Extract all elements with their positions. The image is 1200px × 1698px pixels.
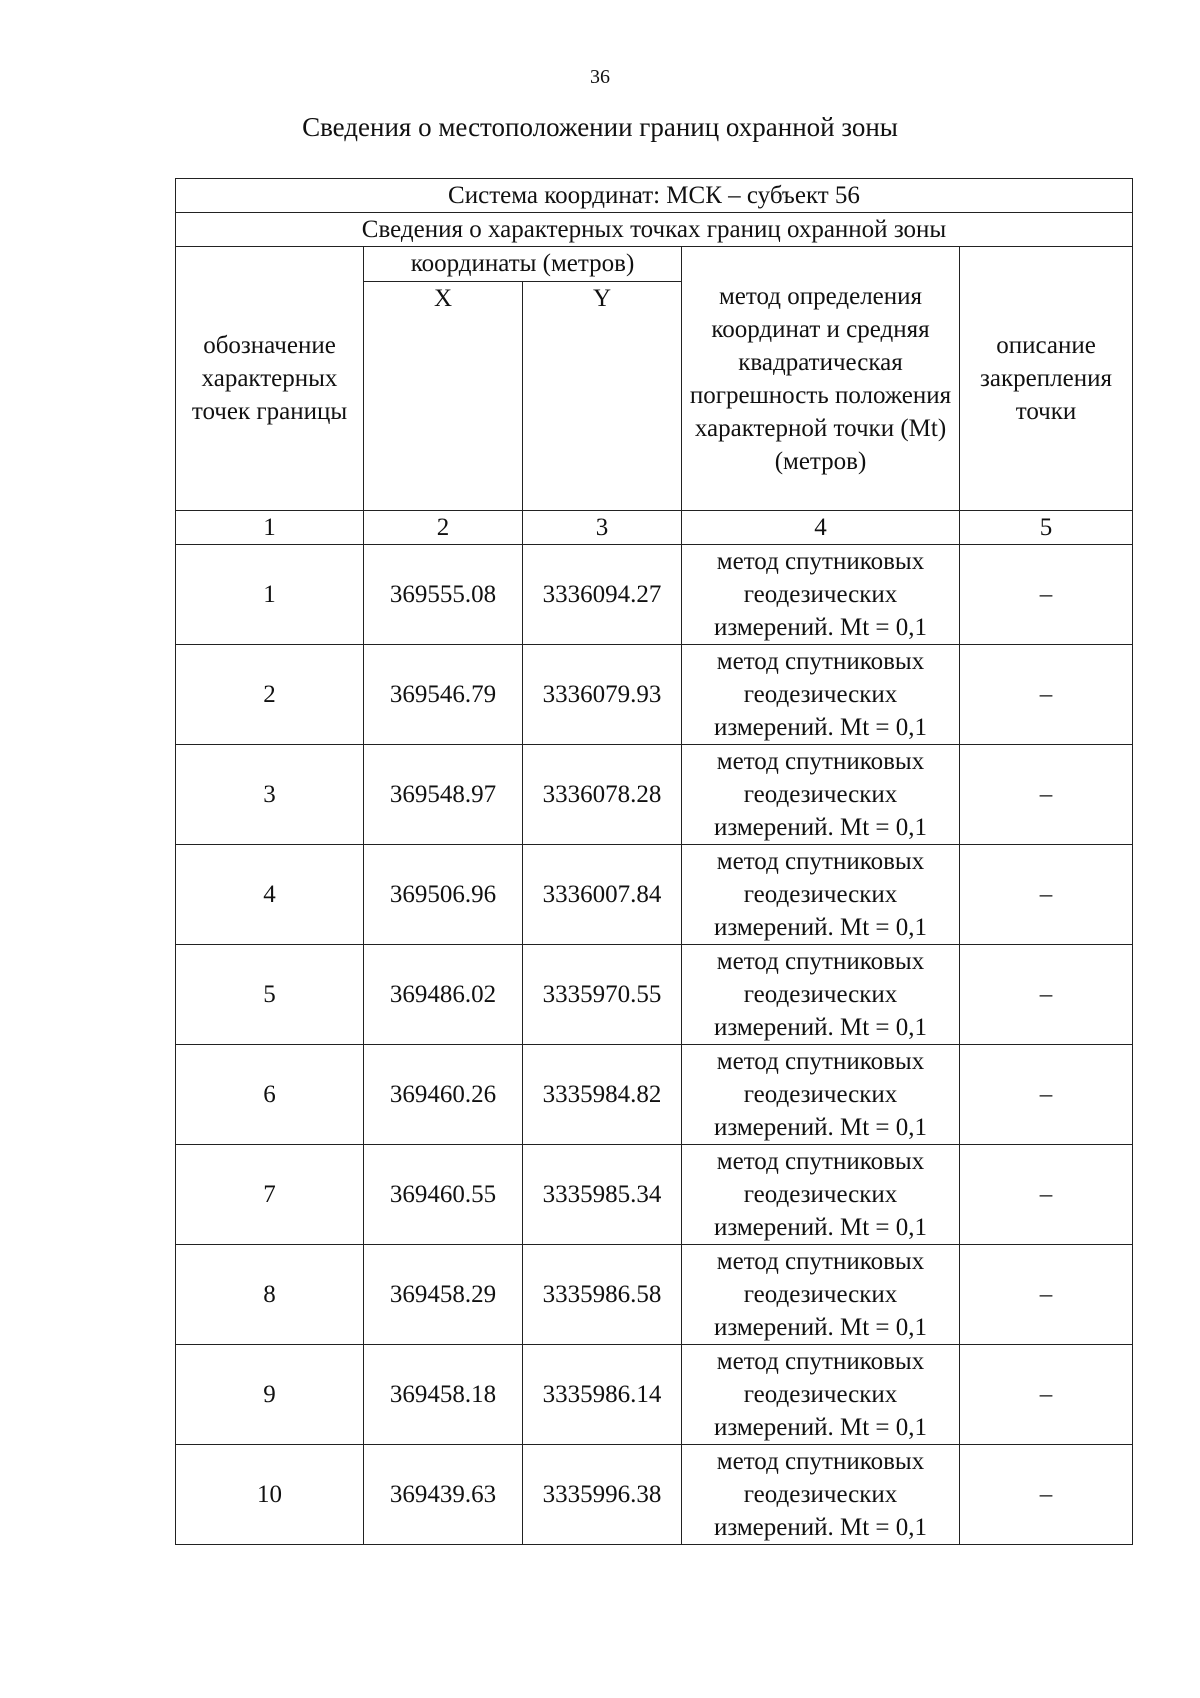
table-row	[176, 1445, 1133, 1545]
point-cell: 1	[176, 545, 364, 645]
method-cell: метод спутниковых геодезических измерений. Mt = 0,1	[682, 845, 960, 945]
method-cell: метод спутниковых геодезических измерений. Mt = 0,1	[682, 1045, 960, 1145]
method-cell: метод спутниковых геодезических измерений. Mt = 0,1	[682, 645, 960, 745]
table-row	[176, 1245, 1133, 1345]
method-cell: метод спутниковых геодезических измерений. Mt = 0,1	[682, 1245, 960, 1345]
description-cell: –	[960, 545, 1133, 645]
point-cell: 4	[176, 845, 364, 945]
header-designation: обозначение характерных точек границы	[176, 247, 364, 511]
table-row	[176, 1045, 1133, 1145]
description-cell: –	[960, 645, 1133, 745]
table-row	[176, 845, 1133, 945]
column-number: 5	[960, 511, 1133, 545]
y-cell: 3335970.55	[523, 945, 682, 1045]
x-cell: 369555.08	[364, 545, 523, 645]
points-caption: Сведения о характерных точках границ охранной зоны	[176, 213, 1133, 247]
method-cell: метод спутниковых геодезических измерений. Mt = 0,1	[682, 1145, 960, 1245]
column-number: 3	[523, 511, 682, 545]
table-row	[176, 745, 1133, 845]
point-cell: 9	[176, 1345, 364, 1445]
method-cell: метод спутниковых геодезических измерений. Mt = 0,1	[682, 1445, 960, 1545]
x-cell: 369460.26	[364, 1045, 523, 1145]
column-numbers-row	[176, 511, 1133, 545]
column-number: 4	[682, 511, 960, 545]
table-row	[176, 945, 1133, 1045]
description-cell: –	[960, 745, 1133, 845]
page-number: 36	[590, 66, 610, 88]
y-cell: 3336079.93	[523, 645, 682, 745]
x-cell: 369458.29	[364, 1245, 523, 1345]
y-cell: 3335986.58	[523, 1245, 682, 1345]
x-cell: 369486.02	[364, 945, 523, 1045]
description-cell: –	[960, 845, 1133, 945]
method-cell: метод спутниковых геодезических измерений. Mt = 0,1	[682, 745, 960, 845]
x-cell: 369460.55	[364, 1145, 523, 1245]
y-cell: 3335984.82	[523, 1045, 682, 1145]
boundary-points-table	[175, 178, 1133, 1545]
column-number: 1	[176, 511, 364, 545]
y-cell: 3335985.34	[523, 1145, 682, 1245]
x-cell: 369506.96	[364, 845, 523, 945]
point-cell: 3	[176, 745, 364, 845]
y-cell: 3336007.84	[523, 845, 682, 945]
point-cell: 2	[176, 645, 364, 745]
method-cell: метод спутниковых геодезических измерений. Mt = 0,1	[682, 545, 960, 645]
x-cell: 369458.18	[364, 1345, 523, 1445]
header-x: X	[364, 282, 523, 511]
point-cell: 8	[176, 1245, 364, 1345]
description-cell: –	[960, 1345, 1133, 1445]
x-cell: 369439.63	[364, 1445, 523, 1545]
header-method: метод определения координат и средняя квадратическая погрешность положения характерной точки (Mt) (метров)	[682, 247, 960, 511]
table-row	[176, 1145, 1133, 1245]
method-cell: метод спутниковых геодезических измерений. Mt = 0,1	[682, 1345, 960, 1445]
description-cell: –	[960, 1445, 1133, 1545]
y-cell: 3336094.27	[523, 545, 682, 645]
y-cell: 3335986.14	[523, 1345, 682, 1445]
coord-system-caption: Система координат: МСК – субъект 56	[176, 179, 1133, 213]
description-cell: –	[960, 1245, 1133, 1345]
description-cell: –	[960, 1145, 1133, 1245]
header-coordinates: координаты (метров)	[364, 247, 682, 282]
point-cell: 6	[176, 1045, 364, 1145]
x-cell: 369548.97	[364, 745, 523, 845]
y-cell: 3335996.38	[523, 1445, 682, 1545]
table-row	[176, 645, 1133, 745]
header-y: Y	[523, 282, 682, 511]
header-description: описание закрепления точки	[960, 247, 1133, 511]
point-cell: 7	[176, 1145, 364, 1245]
page-title: Сведения о местоположении границ охранной зоны	[302, 112, 898, 142]
point-cell: 10	[176, 1445, 364, 1545]
method-cell: метод спутниковых геодезических измерений. Mt = 0,1	[682, 945, 960, 1045]
column-number: 2	[364, 511, 523, 545]
table-row	[176, 1345, 1133, 1445]
y-cell: 3336078.28	[523, 745, 682, 845]
point-cell: 5	[176, 945, 364, 1045]
description-cell: –	[960, 945, 1133, 1045]
description-cell: –	[960, 1045, 1133, 1145]
table-row	[176, 545, 1133, 645]
x-cell: 369546.79	[364, 645, 523, 745]
